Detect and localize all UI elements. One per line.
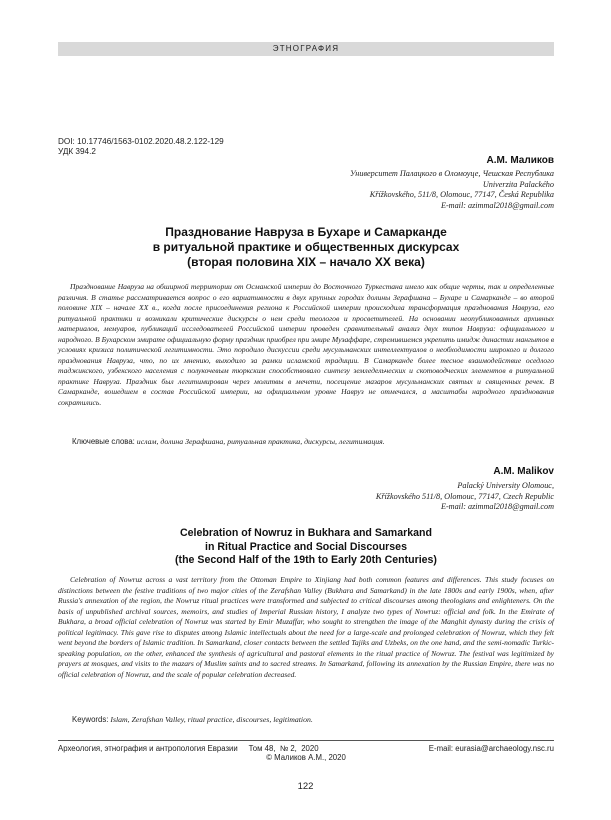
author-ru: А.М. Маликов [486,155,554,166]
keywords-ru [72,437,552,446]
title-line: Празднование Навруза в Бухаре и Самарканде [165,225,447,239]
abstract-text: Celebration of Nowruz across a vast territory from the Ottoman Empire to Xinjiang had both common features and differences. This study focuses on distinctions between the festive traditions of two major cities of the Zerafshan Valley (Bukhara and Samarkand) in the late 1800s and early 1900s, when, after Russia's annexation of the region, the Nowruz ritual practices were transformed and subjected to critical discourses among theologians and enlighteners. On the basis of unpublished archival sources, memoirs, and studies of Imperial Russian history, I analyze two types of Nowruz: official and folk. In the Emirate of Bukhara, a broad official celebration of Nowruz was started by Emir Muzaffar, who sought to strengthen the image of the Manghit dynasty during the crisis of political legitimacy. This gave rise to disputes among Islamic intellectuals about the need for a large-scale and prolonged celebration of Nowruz, which they felt went beyond the borders of Islamic tradition. In Samarkand, closer contacts between the settled Tajiks and Uzbeks, on the one hand, and the semi-nomadic Turkic-speaking population, on the other, enhanced the synthesis of agricultural and pastoral elements in the ritual practice of Nowruz. The festival was legitimized by prayers at mosques, and visits to the mazars of Muslim saints and to sacred streams. In Samarkand, following its annexation by the Russian Empire, there was no official celebration of Nowruz, and the scale of popular celebration decreased. [58,575,554,679]
affiliation-ru [350,169,554,211]
affiliation-line: Palacký University Olomouc, [457,481,554,490]
author-en: A.M. Malikov [493,466,554,477]
email: E-mail: azimmal2018@gmail.com [440,200,554,210]
title-line: in Ritual Practice and Social Discourses [205,540,407,553]
affiliation-en [376,481,554,513]
affiliation-line: Křížkovského 511/8, Olomouc, 77147, Czech Republic [375,491,554,501]
email: E-mail: azimmal2018@gmail.com [440,502,554,511]
title-line: в ритуальной практике и общественных дискурсах [152,240,460,254]
title-ru [60,225,552,270]
udc: УДК 394.2 [58,147,96,156]
affiliation-line: Univerzita Palackého [482,179,554,189]
title-line: (вторая половина XIX – начало XX века) [187,255,425,269]
footer [58,744,554,762]
title-line: Celebration of Nowruz in Bukhara and Samarkand [180,527,432,539]
page-number: 122 [297,781,314,792]
title-line: (the Second Half of the 19th to Early 20th Centuries) [175,554,437,566]
keywords-text: Islam, Zerafshan Valley, ritual practice, discourses, legitimation. [110,715,313,724]
copyright: © Маликов А.М., 2020 [266,753,346,762]
section-header: ЭТНОГРАФИЯ [58,42,554,56]
affiliation-line: Křížkovského, 511/8, Olomouc, 77147, Česká Republika [369,190,554,199]
keywords-label: Ключевые слова: [72,437,135,446]
keywords-text: ислам, долина Зерафшана, ритуальная практика, дискурсы, легитимация. [136,437,385,446]
keywords-en [72,715,552,724]
doi: DOI: 10.17746/1563-0102.2020.48.2.122-129 [58,137,224,146]
footer-rule [58,740,554,741]
abstract-text: Празднование Навруза на обширной территории от Османской империи до Восточного Туркестана имело как общие черты, так и определенные различия. В статье рассматривается вопрос о его вариативности в двух крупных городах долины Зерафшана – Бухаре и Самарканде – во второй половине XIX – начале XX в., когда после присоединения региона к Российской империи происходила трансформация празднования Навруза, его ритуальной практики и возникали критические дискурсы о нем среди теологов и просветителей. На основании неопубликованных архивных материалов, мемуаров, публикаций исследователей Российской империи проведен сравнительный анализ двух типов Навруза: официального и народного. В Бухарском эмирате официальную форму праздник приобрел при эмире Музаффаре, стремившемся укрепить имидж династии мангытов в условиях кризиса политической легитимности. Это породило дискуссии среди мусульманских интеллектуалов о необходимости широкого и долгого празднования Навруза, что, по их мнению, выходило за рамки исламской традиции. В Самарканде более тесное взаимодействие оседлого таджикского, узбекского населения с полукочевым тюркским способствовало синтезу земледельческих и скотоводческих элементов в ритуальной практике Навруза. Праздник был легитимирован через молитвы в мечети, посещение мазаров мусульманских святых и священных речек. В Самарканде, вошедшем в состав Российской империи, на официальном уровне Навруз не отмечался, а масштабы народного празднования сократились. [58,282,554,408]
journal-name: Археология, этнография и антропология Евразии Том 48, № 2, 2020 [58,744,319,753]
abstract-en [58,575,554,680]
affiliation-line: Университет Палацкого в Оломоуце, Чешская Республика [349,169,554,178]
title-en [60,527,552,568]
keywords-label: Keywords: [72,715,109,724]
journal-email: E-mail: eurasia@archaeology.nsc.ru [428,744,554,753]
abstract-ru [58,282,554,409]
